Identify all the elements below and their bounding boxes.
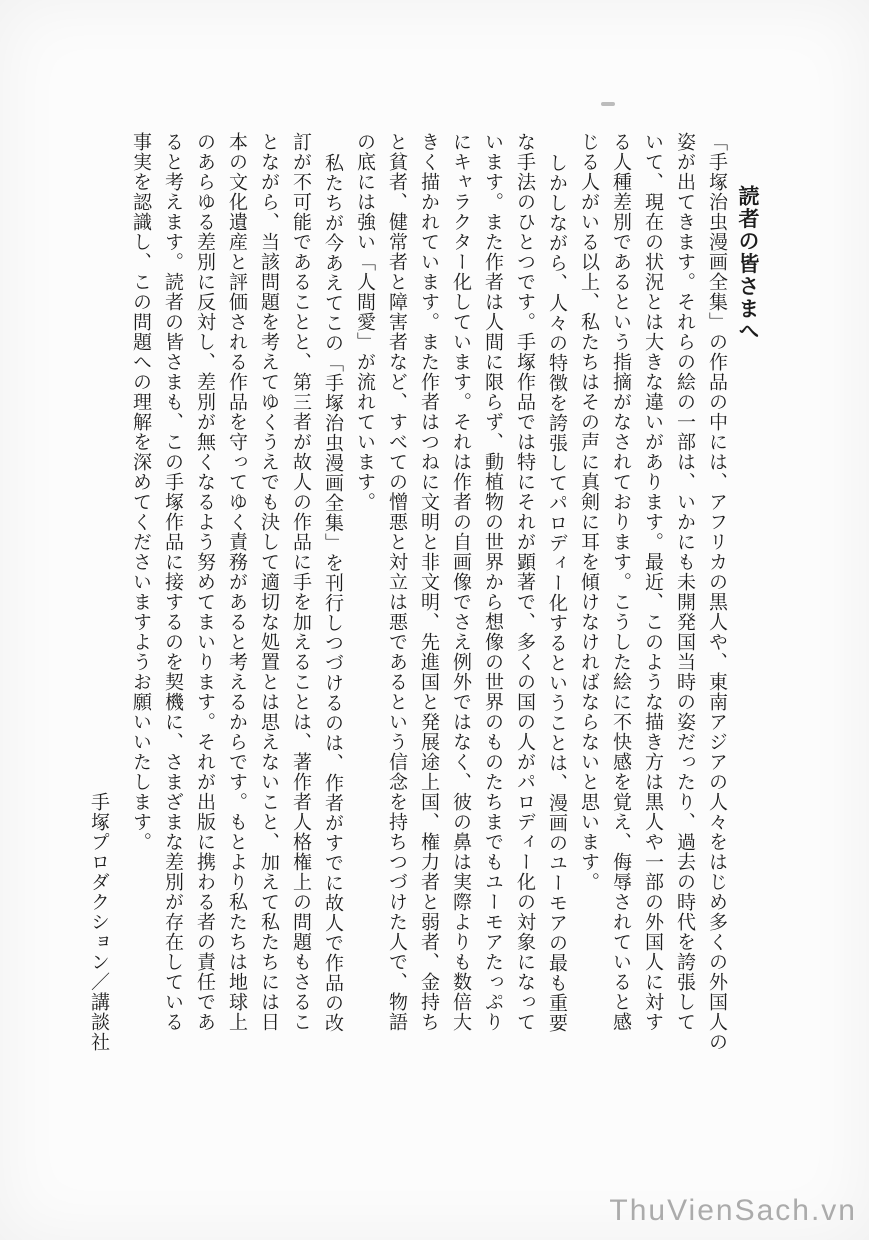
paragraph-3-line-2: 訂が不可能であることと、第三者が故人の作品に手を加えることは、著作者人格権上の問題もさるこ bbox=[290, 132, 311, 1032]
page-title: 読者の皆さまへ bbox=[736, 185, 760, 343]
paragraph-2-line-7: の底には強い「人間愛」が流れています。 bbox=[354, 132, 375, 512]
paragraph-1-line-1: 「手塚治虫漫画全集」の作品の中には、アフリカの黒人や、東南アジアの人々をはじめ多くの外国人の bbox=[706, 132, 727, 1052]
paragraph-3-line-5: のあらゆる差別に反対し、差別が無くなるよう努めてまいります。それが出版に携わる者の責任であ bbox=[194, 132, 215, 1032]
scan-artifact-mark bbox=[601, 102, 615, 106]
paragraph-3-line-7: 事実を認識し、この問題への理解を深めてくださいますようお願いいたします。 bbox=[130, 132, 151, 852]
paragraph-2-line-5: きく描かれています。また作者はつねに文明と非文明、先進国と発展途上国、権力者と弱者、金持ち bbox=[418, 132, 439, 1032]
paragraph-3-line-3: とながら、当該問題を考えてゆくうえでも決して適切な処置とは思えないこと、加えて私たちには日 bbox=[258, 132, 279, 1032]
paragraph-2-line-6: と貧者、健常者と障害者など、すべての憎悪と対立は悪であるという信念を持ちつづけた人で、物語 bbox=[386, 132, 407, 1032]
paragraph-3-line-1: 私たちが今あえてこの「手塚治虫漫画全集」を刊行しつづけるのは、作者がすでに故人で作品の改 bbox=[322, 153, 343, 1033]
paragraph-1-line-5: じる人がいる以上、私たちはその声に真剣に耳を傾けなければならないと思います。 bbox=[578, 132, 599, 892]
watermark-label: ThuVienSach.vn bbox=[609, 1194, 857, 1227]
paragraph-1-line-3: いて、現在の状況とは大きな違いがあります。最近、このような描き方は黒人や一部の外国人に対す bbox=[642, 132, 663, 1032]
paragraph-3-line-4: 本の文化遺産と評価される作品を守ってゆく責務があると考えるからです。もとより私たちは地球上 bbox=[226, 132, 247, 1032]
publisher-signature: 手塚プロダクション／講談社 bbox=[88, 792, 109, 1052]
paragraph-3-line-6: ると考えます。読者の皆さまも、この手塚作品に接するのを契機に、さまざまな差別が存在している bbox=[162, 132, 183, 1032]
paragraph-2-line-1: しかしながら、人々の特徴を誇張してパロディー化するということは、漫画のユーモアの最も重要 bbox=[546, 153, 567, 1033]
paragraph-2-line-2: な手法のひとつです。手塚作品では特にそれが顕著で、多くの国の人がパロディー化の対象になって bbox=[514, 132, 535, 1032]
paragraph-1-line-4: る人種差別であるという指摘がなされております。こうした絵に不快感を覚え、侮辱されていると感 bbox=[610, 132, 631, 1032]
paragraph-1-line-2: 姿が出てきます。それらの絵の一部は、いかにも未開発国当時の姿だったり、過去の時代を誇張して bbox=[674, 132, 695, 1032]
paragraph-2-line-4: にキャラクター化しています。それは作者の自画像でさえ例外ではなく、彼の鼻は実際よりも数倍大 bbox=[450, 132, 471, 1032]
paragraph-2-line-3: います。また作者は人間に限らず、動植物の世界から想像の世界のものたちまでもユーモアたっぷり bbox=[482, 132, 503, 1032]
reader-notice-text bbox=[82, 132, 764, 1067]
